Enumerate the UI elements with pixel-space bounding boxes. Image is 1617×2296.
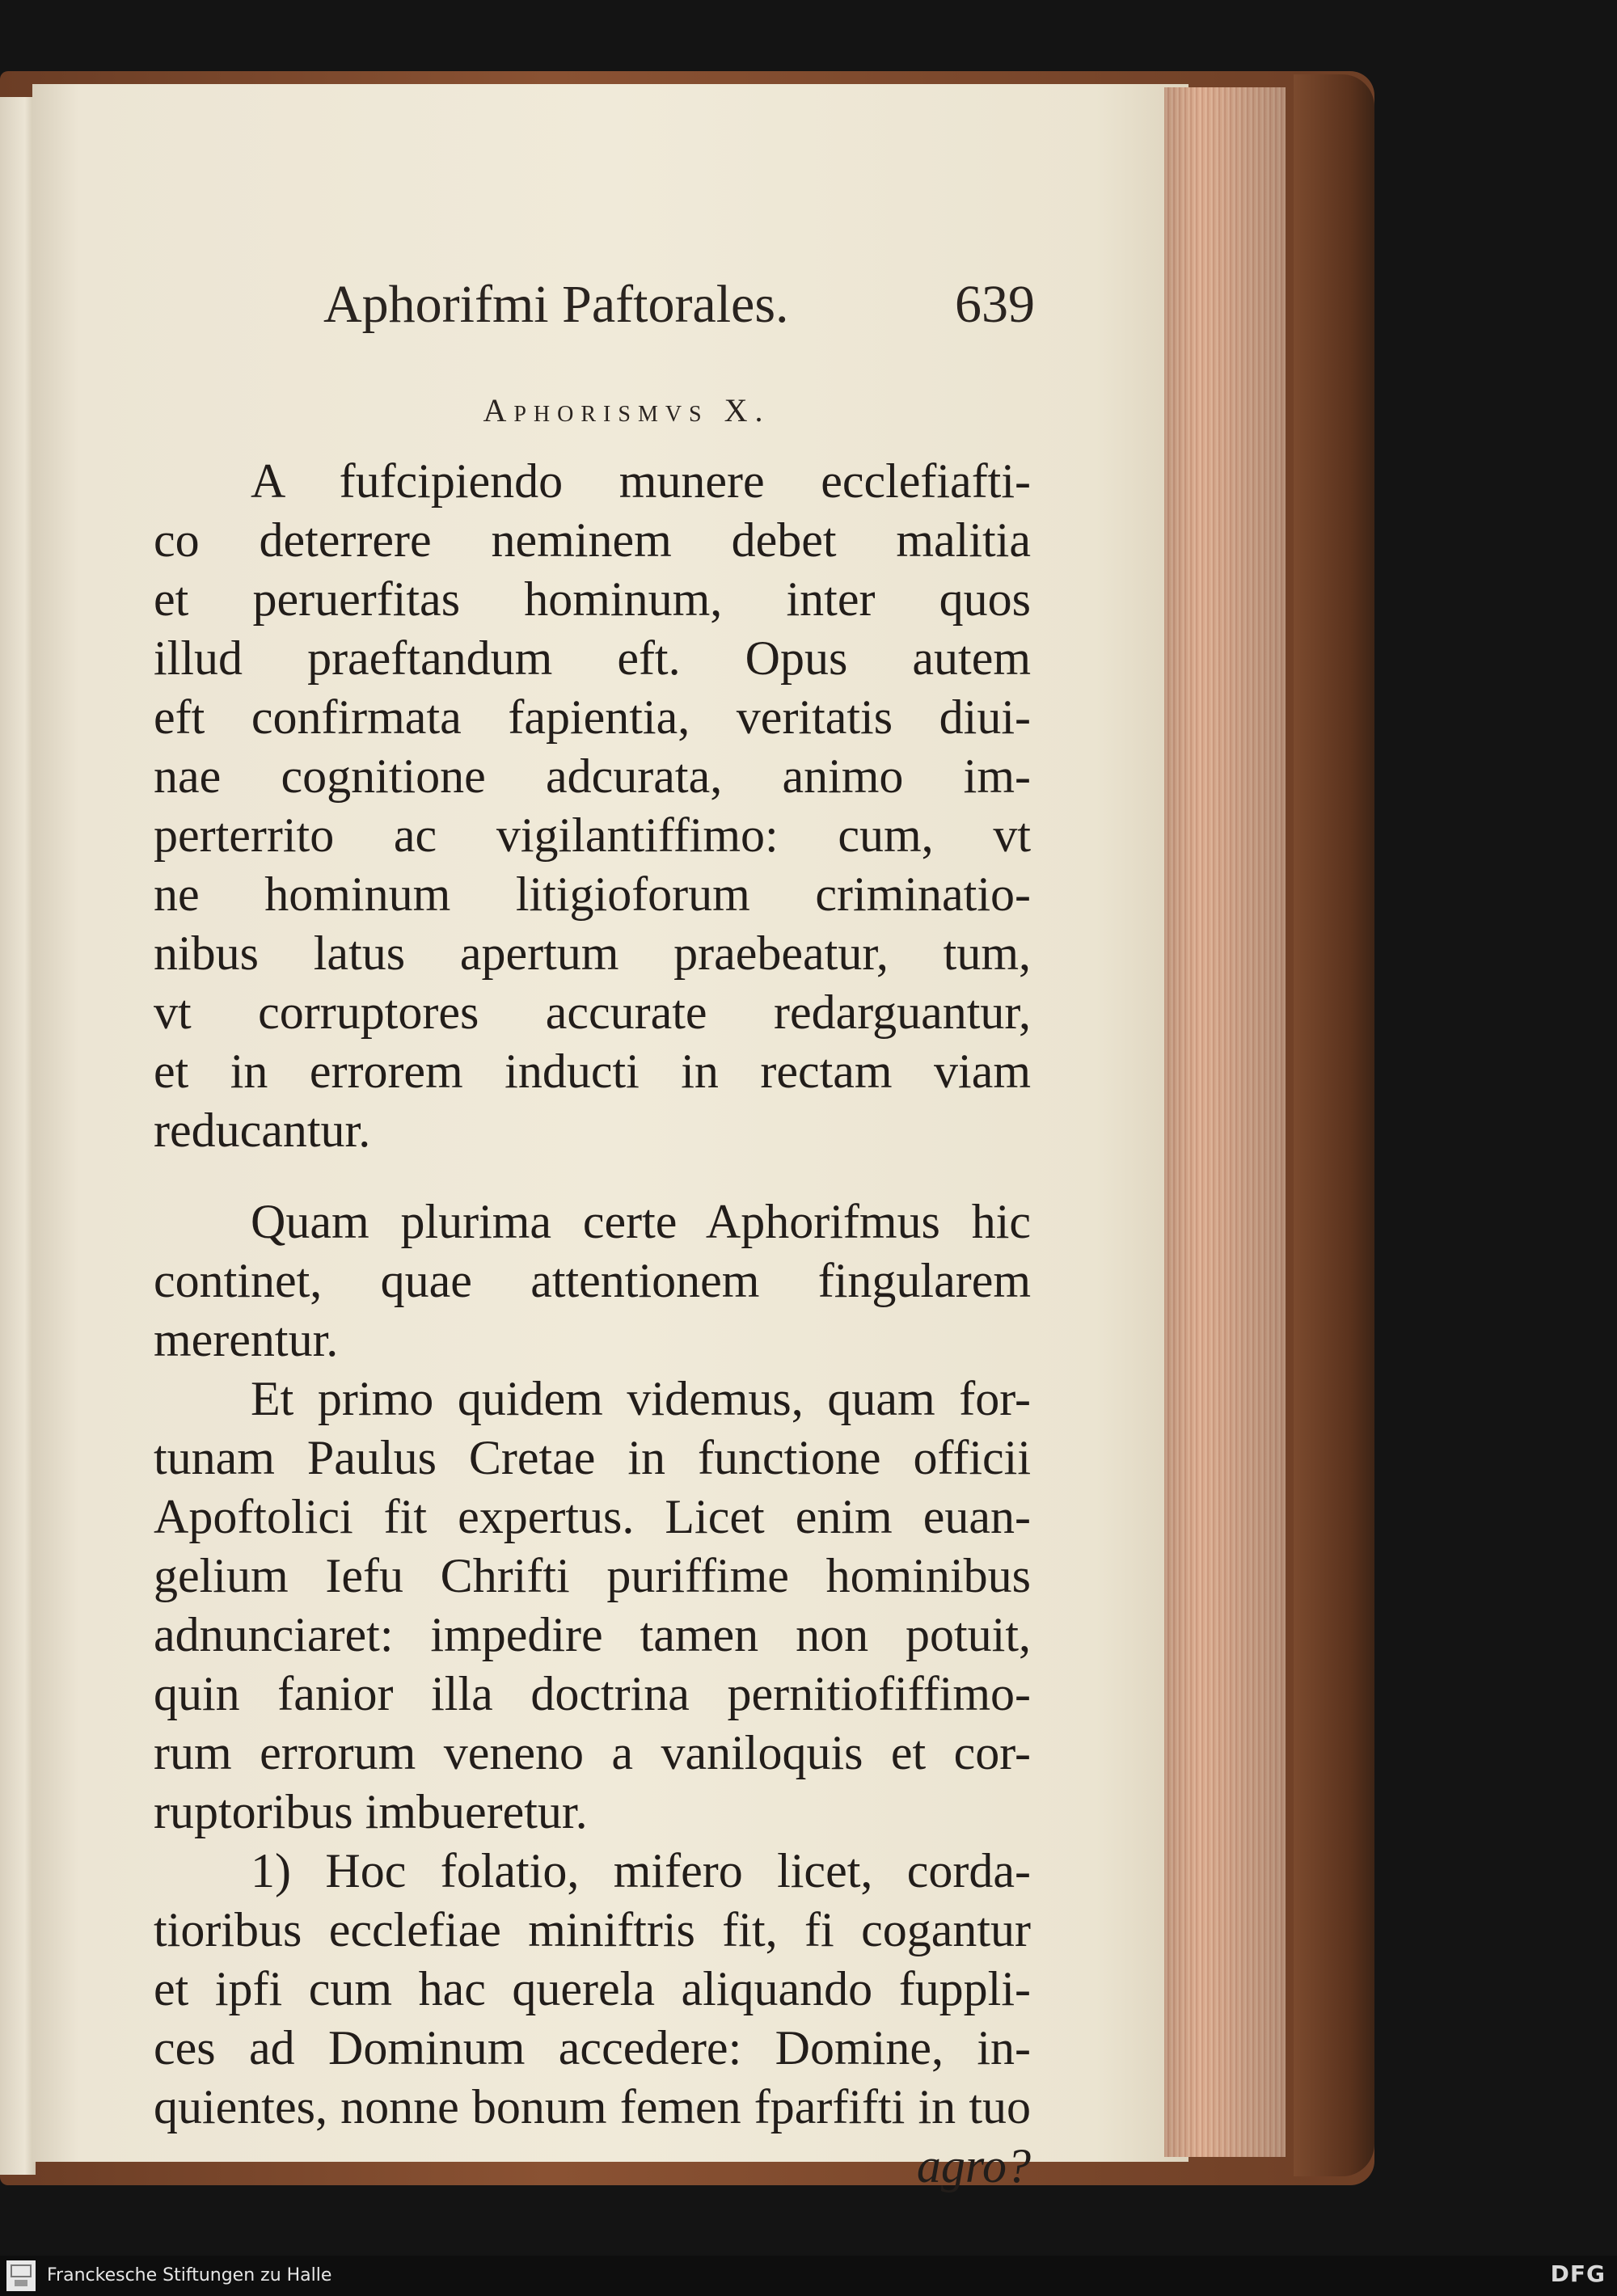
text-line: Apoftolici fit expertus. Licet enim euan-	[154, 1490, 1031, 1543]
text-line: reducantur.	[154, 1104, 371, 1157]
text-line: ruptoribus imbueretur.	[154, 1785, 588, 1838]
text-line: co deterrere neminem debet malitia	[154, 513, 1031, 567]
text-line: et ipfi cum hac querela aliquando fuppli-	[154, 1962, 1031, 2015]
text-line: et peruerfitas hominum, inter quos	[154, 572, 1031, 626]
text-line: illud praeftandum eft. Opus autem	[154, 631, 1031, 685]
text-line: eft confirmata fapientia, veritatis diui-	[154, 690, 1031, 744]
viewer-footer	[0, 2256, 1617, 2296]
text-line: nibus latus apertum praebeatur, tum,	[154, 926, 1031, 980]
text-line: ne hominum litigioforum criminatio-	[154, 867, 1031, 921]
text-line: Quam plurima certe Aphorifmus hic	[251, 1195, 1031, 1248]
text-line: rum errorum veneno a vaniloquis et cor-	[154, 1726, 1031, 1779]
book-page	[32, 84, 1188, 2193]
text-line: continet, quae attentionem fingularem	[154, 1254, 1031, 1307]
text-line: quin fanior illa doctrina pernitiofiffimo-	[154, 1667, 1031, 1720]
text-line: et in errorem inducti in rectam viam	[154, 1045, 1031, 1098]
text-line: quientes, nonne bonum femen fparfifti in tuo	[154, 2080, 1031, 2134]
text-line: gelium Iefu Chrifti puriffime hominibus	[154, 1549, 1031, 1602]
text-line: adnunciaret: impedire tamen non potuit,	[154, 1608, 1031, 1661]
page-number: 639	[955, 275, 1035, 334]
previous-page-edge	[0, 97, 36, 2175]
book-spine-edge	[1294, 74, 1374, 2176]
body-text	[154, 452, 1031, 2196]
running-header	[323, 268, 1035, 341]
text-line: perterrito ac vigilantiffimo: cum, vt	[154, 808, 1031, 862]
text-line: A fufcipiendo munere ecclefiafti-	[251, 454, 1031, 508]
text-line: 1) Hoc folatio, mifero licet, corda-	[251, 1844, 1031, 1897]
institution-name: Franckesche Stiftungen zu Halle	[47, 2265, 332, 2285]
text-line: agro?	[916, 2139, 1031, 2193]
text-line: tioribus ecclefiae miniftris fit, fi cogantur	[154, 1903, 1031, 1956]
institution-logo-icon	[5, 2259, 37, 2293]
dfg-logo: DFG	[1550, 2260, 1606, 2287]
paragraph-gap	[154, 1160, 1031, 1192]
text-line: tunam Paulus Cretae in functione officii	[154, 1431, 1031, 1484]
text-line: ces ad Dominum accedere: Domine, in-	[154, 2021, 1031, 2074]
page-block-shading	[1164, 87, 1286, 2157]
text-line: vt corruptores accurate redarguantur,	[154, 986, 1031, 1039]
text-line: nae cognitione adcurata, animo im-	[154, 749, 1031, 803]
text-line: Et primo quidem videmus, quam for-	[251, 1372, 1031, 1425]
running-title: Aphorifmi Paftorales.	[323, 275, 789, 334]
text-line: merentur.	[154, 1313, 339, 1366]
aphorism-heading: Aphorismvs X.	[483, 392, 771, 428]
